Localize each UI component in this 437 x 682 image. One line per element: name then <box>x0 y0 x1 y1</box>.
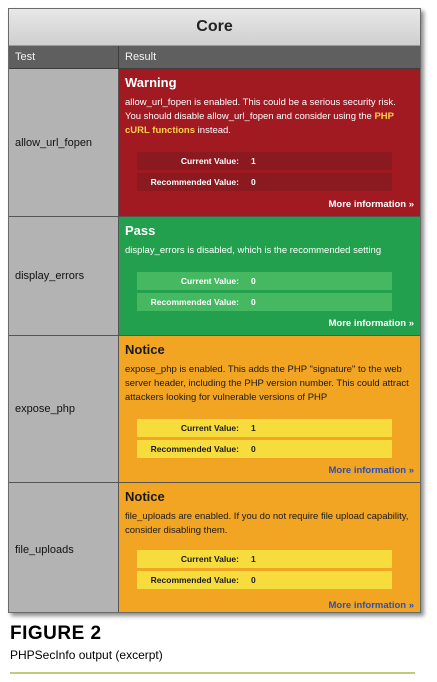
recommended-value-row <box>137 440 392 458</box>
status-label: Notice <box>125 342 165 357</box>
status-label: Pass <box>125 223 156 238</box>
result-row-allow-url-fopen <box>9 69 420 217</box>
recommended-value: 0 <box>251 177 256 187</box>
recommended-value-row <box>137 571 392 589</box>
recommended-value-row <box>137 173 392 191</box>
test-name: file_uploads <box>9 483 119 613</box>
message-text-after: instead. <box>195 125 231 136</box>
value-table <box>137 152 392 191</box>
current-value-label: Current Value: <box>180 423 239 433</box>
current-value-label: Current Value: <box>180 276 239 286</box>
status-label: Notice <box>125 489 165 504</box>
recommended-value: 0 <box>251 297 256 307</box>
result-message: file_uploads are enabled. If you do not require file upload capability, consider disabling them. <box>125 511 409 536</box>
test-name: display_errors <box>9 217 119 335</box>
recommended-value-label: Recommended Value: <box>150 575 239 585</box>
value-table <box>137 272 392 311</box>
php-curl-functions-link[interactable]: PHP cURL functions <box>125 111 394 136</box>
result-row-display-errors <box>9 217 420 336</box>
recommended-value-label: Recommended Value: <box>150 297 239 307</box>
result-row-expose-php <box>9 336 420 483</box>
more-information-link[interactable]: More information » <box>328 465 414 476</box>
result-cell-warning <box>119 69 420 216</box>
more-information-link[interactable]: More information » <box>328 318 414 329</box>
value-table <box>137 550 392 589</box>
current-value: 0 <box>251 276 256 286</box>
status-label: Warning <box>125 75 177 90</box>
current-value-row <box>137 152 392 170</box>
result-cell-pass <box>119 217 420 335</box>
current-value-row <box>137 272 392 290</box>
current-value: 1 <box>251 156 256 166</box>
figure-caption <box>10 623 163 662</box>
recommended-value: 0 <box>251 575 256 585</box>
result-message <box>125 96 414 138</box>
current-value-row <box>137 419 392 437</box>
result-cell-notice <box>119 483 420 613</box>
current-value-row <box>137 550 392 568</box>
column-header-test: Test <box>9 46 119 68</box>
recommended-value-row <box>137 293 392 311</box>
value-table <box>137 419 392 458</box>
recommended-value-label: Recommended Value: <box>150 444 239 454</box>
result-message: expose_php is enabled. This adds the PHP "signature" to the web server header, including the PHP version number. This could attract attackers looking for vulnerable versions of PHP <box>125 364 409 403</box>
current-value-label: Current Value: <box>180 156 239 166</box>
panel-title: Core <box>9 9 420 46</box>
current-value-label: Current Value: <box>180 554 239 564</box>
recommended-value-label: Recommended Value: <box>150 177 239 187</box>
figure-number: FIGURE 2 <box>10 623 102 644</box>
more-information-link[interactable]: More information » <box>328 199 414 210</box>
column-header-result: Result <box>125 51 157 63</box>
result-message: display_errors is disabled, which is the recommended setting <box>125 245 382 256</box>
core-results-panel <box>8 8 421 613</box>
test-name: allow_url_fopen <box>9 69 119 216</box>
figure-description: PHPSecInfo output (excerpt) <box>10 648 163 662</box>
current-value: 1 <box>251 554 256 564</box>
result-row-file-uploads <box>9 483 420 613</box>
current-value: 1 <box>251 423 256 433</box>
message-text: allow_url_fopen is enabled. This could be a serious security risk. You should disable allow_url_fopen and consider using the <box>125 97 396 122</box>
more-information-link[interactable]: More information » <box>328 600 414 611</box>
test-name: expose_php <box>9 336 119 482</box>
caption-divider <box>10 672 415 674</box>
recommended-value: 0 <box>251 444 256 454</box>
result-cell-notice <box>119 336 420 482</box>
column-header-row <box>9 46 420 69</box>
